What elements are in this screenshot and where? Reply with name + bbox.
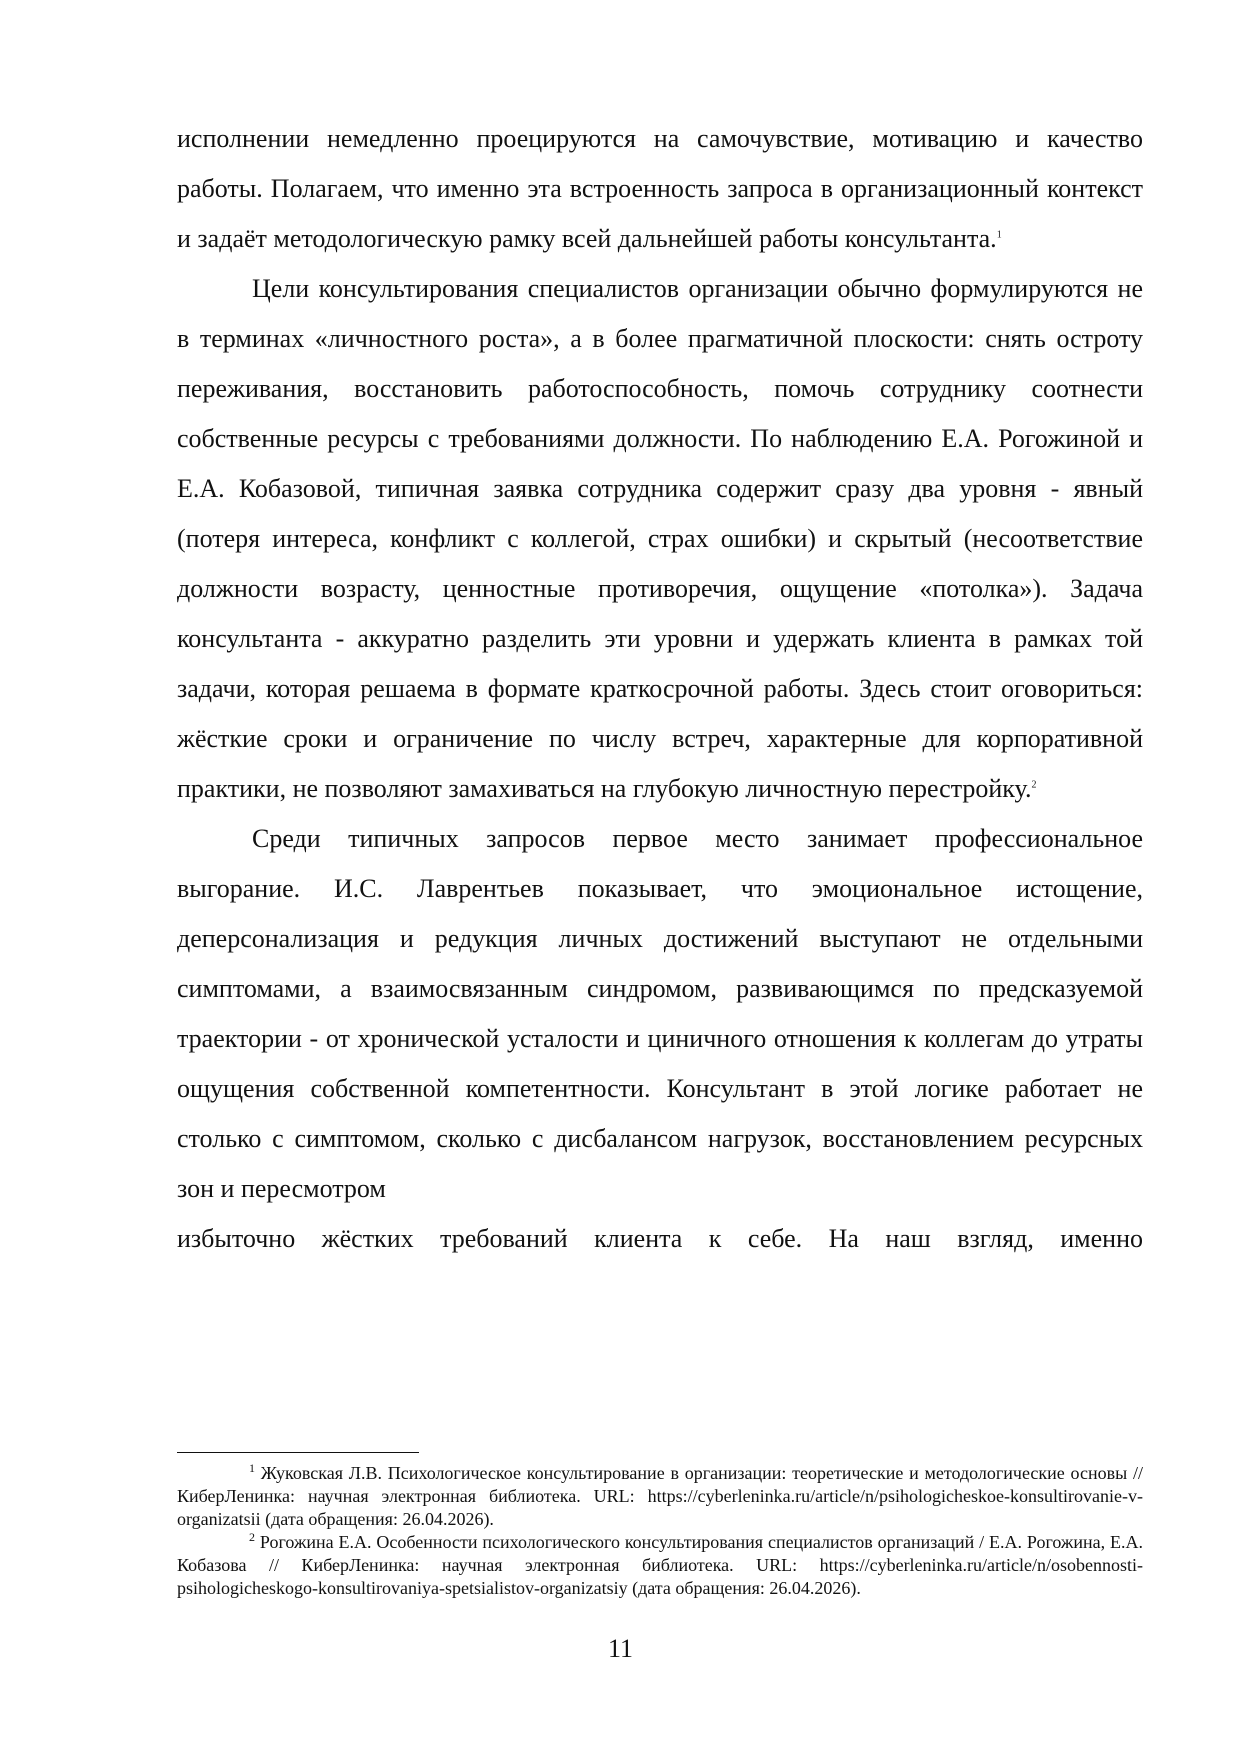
paragraph-2 bbox=[177, 264, 1143, 814]
footnote-2 bbox=[177, 1531, 1143, 1600]
footnote-2-number: 2 bbox=[249, 1530, 255, 1544]
footnote-1 bbox=[177, 1462, 1143, 1531]
paragraph-3 bbox=[177, 814, 1143, 1214]
body-text bbox=[177, 114, 1143, 1264]
footnotes bbox=[177, 1462, 1143, 1600]
paragraph-3-continuation: избыточно жёстких требований клиента к себе. На наш взгляд, именно bbox=[177, 1224, 1143, 1253]
footnote-separator bbox=[177, 1452, 419, 1453]
paragraph-3-text: Среди типичных запросов первое место занимает профессиональное выгорание. И.С. Лаврентьев показывает, что эмоциональное истощение, деперсонализация и редукция личных достижений выступают не отдельными симптомами, а взаимосвязанным синдромом, развивающимся по предсказуемой траектории - от хронической усталости и циничного отношения к коллегам до утраты ощущения собственной компетентности. Консультант в этой логике работает не столько с симптомом, сколько с дисбалансом нагрузок, восстановлением ресурсных зон и пересмотром bbox=[177, 824, 1143, 1203]
paragraph-1-text: исполнении немедленно проецируются на самочувствие, мотивацию и качество работы. Полагаем, что именно эта встроенность запроса в организационный контекст и задаёт методологическую рамку всей дальнейшей работы консультанта. bbox=[177, 124, 1143, 253]
paragraph-1 bbox=[177, 114, 1143, 264]
footnote-ref-1: 1 bbox=[996, 229, 1002, 241]
page-number: 11 bbox=[607, 1634, 634, 1663]
footnote-1-number: 1 bbox=[249, 1461, 255, 1475]
footnote-2-text: Рогожина Е.А. Особенности психологического консультирования специалистов организаций / Е.А. Рогожина, Е.А. Кобазова // КиберЛенинка: научная электронная библиотека. URL: https://cyberleninka.ru/article/n/osobennosti-psihologicheskogo-konsultirovaniya-spetsialistov-organizatsiy (дата обращения: 26.04.2026). bbox=[177, 1532, 1143, 1598]
footnote-1-text: Жуковская Л.В. Психологическое консультирование в организации: теоретические и методологические основы // КиберЛенинка: научная электронная библиотека. URL: https://cyberleninka.ru/article/n/psihologicheskoe-konsultirovanie-v-organizatsii (дата обращения: 26.04.2026). bbox=[177, 1463, 1144, 1529]
paragraph-2-text: Цели консультирования специалистов организации обычно формулируются не в терминах «личностного роста», а в более прагматичной плоскости: снять остроту переживания, восстановить работоспособность, помочь сотруднику соотнести собственные ресурсы с требованиями должности. По наблюдению Е.А. Рогожиной и Е.А. Кобазовой, типичная заявка сотрудника содержит сразу два уровня - явный (потеря интереса, конфликт с коллегой, страх ошибки) и скрытый (несоответствие должности возрасту, ценностные противоречия, ощущение «потолка»). Задача консультанта - аккуратно разделить эти уровни и удержать клиента в рамках той задачи, которая решаема в формате краткосрочной работы. Здесь стоит оговориться: жёсткие сроки и ограничение по числу встреч, характерные для корпоративной практики, не позволяют замахиваться на глубокую личностную перестройку. bbox=[177, 274, 1143, 803]
footnote-ref-2: 2 bbox=[1031, 779, 1037, 791]
